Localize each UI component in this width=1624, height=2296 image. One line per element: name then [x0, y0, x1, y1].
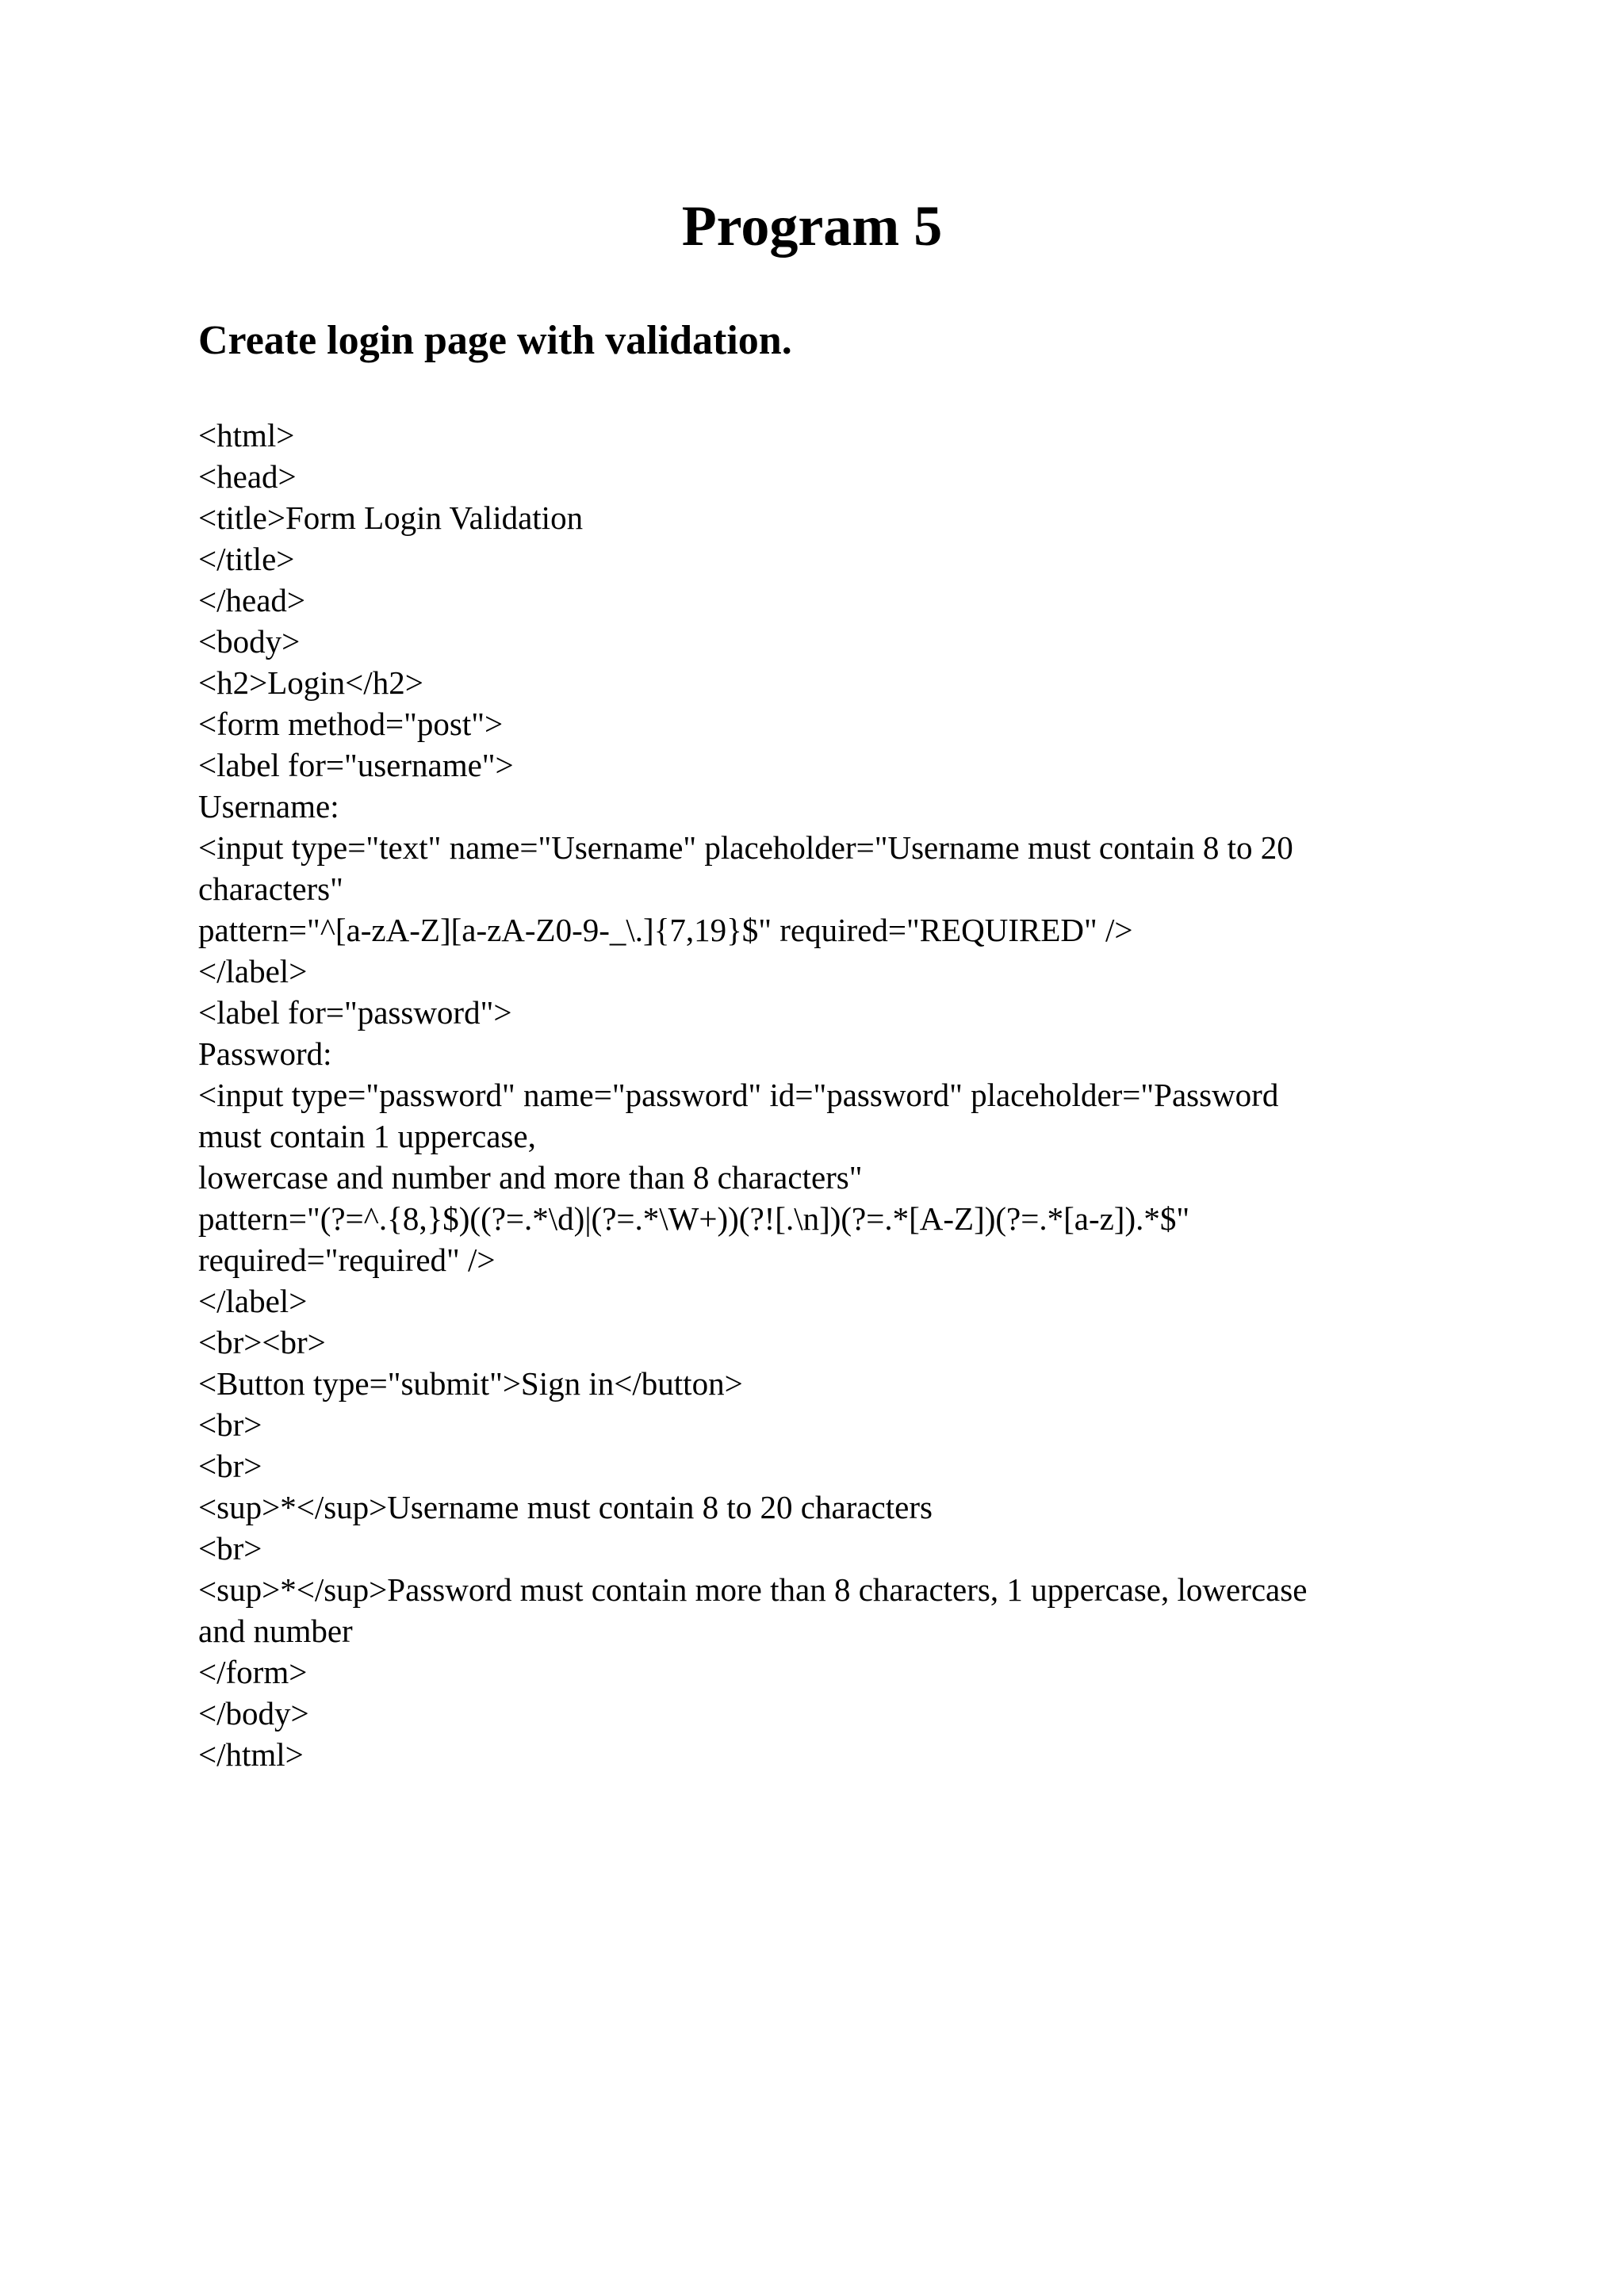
code-listing [198, 415, 1435, 1775]
code-line: <title>Form Login Validation [198, 499, 584, 536]
code-line: </label> [198, 1283, 308, 1319]
code-line: pattern="^[a-zA-Z][a-zA-Z0-9-_\.]{7,19}$" required="REQUIRED" /> [198, 912, 1133, 948]
code-line: </body> [198, 1695, 309, 1732]
code-line: <sup>*</sup>Password must contain more than 8 characters, 1 uppercase, lowercase [198, 1571, 1308, 1608]
code-line: characters" [198, 871, 343, 907]
code-line: <input type="text" name="Username" placeholder="Username must contain 8 to 20 [198, 829, 1293, 866]
code-line: must contain 1 uppercase, [198, 1118, 536, 1154]
code-line: <label for="password"> [198, 994, 512, 1031]
code-line: <br> [198, 1530, 262, 1567]
code-line: <sup>*</sup>Username must contain 8 to 20 characters [198, 1489, 933, 1525]
code-line: <head> [198, 458, 297, 495]
code-line: and number [198, 1613, 353, 1649]
code-line: pattern="(?=^.{8,}$)((?=.*\d)|(?=.*\W+))(?![.\n])(?=.*[A-Z])(?=.*[a-z]).*$" [198, 1200, 1190, 1237]
code-line: <form method="post"> [198, 706, 504, 742]
code-line: <br> [198, 1448, 262, 1484]
code-line: <h2>Login</h2> [198, 664, 423, 701]
code-line: <input type="password" name="password" id="password" placeholder="Password [198, 1077, 1279, 1113]
code-line: lowercase and number and more than 8 characters" [198, 1159, 863, 1196]
page-subtitle: Create login page with validation. [198, 318, 792, 363]
code-line: <br> [198, 1406, 262, 1443]
code-line: </head> [198, 582, 306, 618]
code-line: Password: [198, 1035, 332, 1072]
code-line: </html> [198, 1736, 304, 1773]
code-line: required="required" /> [198, 1242, 496, 1278]
page-title: Program 5 [681, 194, 943, 258]
code-line: </title> [198, 541, 295, 577]
code-line: <Button type="submit">Sign in</button> [198, 1365, 743, 1402]
code-line: <br><br> [198, 1324, 326, 1360]
code-line: </label> [198, 953, 308, 989]
code-line: Username: [198, 788, 339, 825]
code-line: <body> [198, 623, 301, 660]
code-line: <html> [198, 417, 295, 453]
code-line: <label for="username"> [198, 747, 514, 783]
code-line: </form> [198, 1654, 308, 1690]
